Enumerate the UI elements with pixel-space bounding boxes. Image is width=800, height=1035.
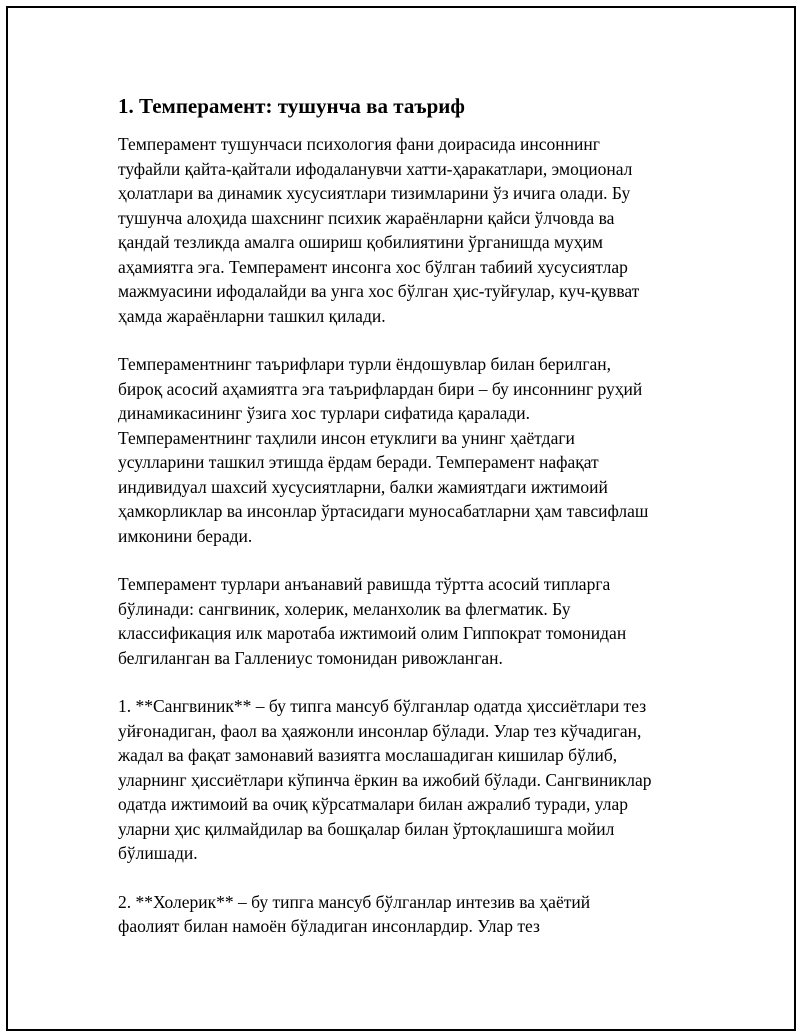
text-line: 1. **Сангвиник** – бу типга мансуб бўлганлар одатда ҳиссиётлари тез [118,696,647,716]
text-line: ҳамкорликлар ва инсонлар ўртасидаги муносабатларни ҳам тавсифлаш [118,501,649,521]
text-line: туфайли қайта-қайтали ифодаланувчи хатти-ҳаракатлари, эмоционал [118,158,633,179]
text-line: бўлинади: сангвиник, холерик, меланхолик ва флегматик. Бу [118,598,571,619]
text-line: Темпераментнинг таҳлили инсон етуклиги ва унинг ҳаётдаги [118,427,575,448]
text-line: жадал ва фақат замонавий вазиятга мослашадиган кишилар бўлиб, [118,745,618,765]
text-line: белгиланган ва Галлениус томонидан ривожланган. [118,647,503,668]
text-line: индивидуал шахсий хусусиятларни, балки жамиятдаги ижтимоий [118,476,608,497]
paragraph-2 [118,352,683,548]
text-line: динамикасининг ўзига хос турлари сифатида қаралади. [118,403,530,423]
paragraph-1 [118,132,683,328]
text-line: бироқ асосий аҳамиятга эга таърифлардан бири – бу инсоннинг руҳий [118,378,643,399]
text-line: фаолият билан намоён бўладиган инсонлардир. Улар тез [118,916,540,936]
text-line: уларнинг ҳиссиётлари кўпинча ёркин ва ижобий бўлади. Сангвиниклар [118,769,652,790]
text-line: классификация илк маротаба ижтимоий олим Гиппократ томонидан [118,623,627,643]
text-line: Темпераментнинг таърифлари турли ёндошувлар билан берилган, [118,354,612,374]
text-line: ҳамда жараёнларни ташкил қилади. [118,305,386,326]
text-line: имконини беради. [118,525,253,546]
text-line: усулларини ташкил этишда ёрдам беради. Темперамент нафақат [118,452,599,472]
text-line: уларни ҳис қилмайдилар ва бошқалар билан ўртоқлашишга мойил [118,818,615,839]
text-line: одатда ижтимоий ва очиқ кўрсатмалари билан ажралиб туради, улар [118,794,629,814]
text-line: мажмуасини ифодалайди ва унга хос бўлган ҳис-туйғулар, куч-қувват [118,281,640,301]
paragraph-3 [118,572,683,670]
section-title: 1. Темперамент: тушунча ва таъриф [118,94,465,118]
text-line: ҳолатлари ва динамик хусусиятлари тизимларини ўз ичига олади. Бу [118,183,631,203]
text-line: бўлишади. [118,843,198,863]
text-line: Темперамент турлари анъанавий равишда тўртта асосий типларга [118,574,611,594]
paragraph-4-sanguine [118,694,683,866]
text-line: аҳамиятга эга. Темперамент инсонга хос бўлган табиий хусусиятлар [118,256,628,277]
text-line: уйғонадиган, фаол ва ҳаяжонли инсонлар бўлади. Улар тез кўчадиган, [118,720,642,741]
text-line: Темперамент тушунчаси психология фани доирасида инсоннинг [118,134,600,154]
text-line: қандай тезликда амалга ошириш қобилиятини ўрганишда муҳим [118,232,603,252]
paragraph-5-choleric [118,890,683,939]
document-body [118,92,683,963]
text-line: тушунча алоҳида шахснинг психик жараёнларни қайси ўлчовда ва [118,207,615,228]
text-line: 2. **Холерик** – бу типга мансуб бўлганлар интезив ва ҳаётий [118,891,591,912]
